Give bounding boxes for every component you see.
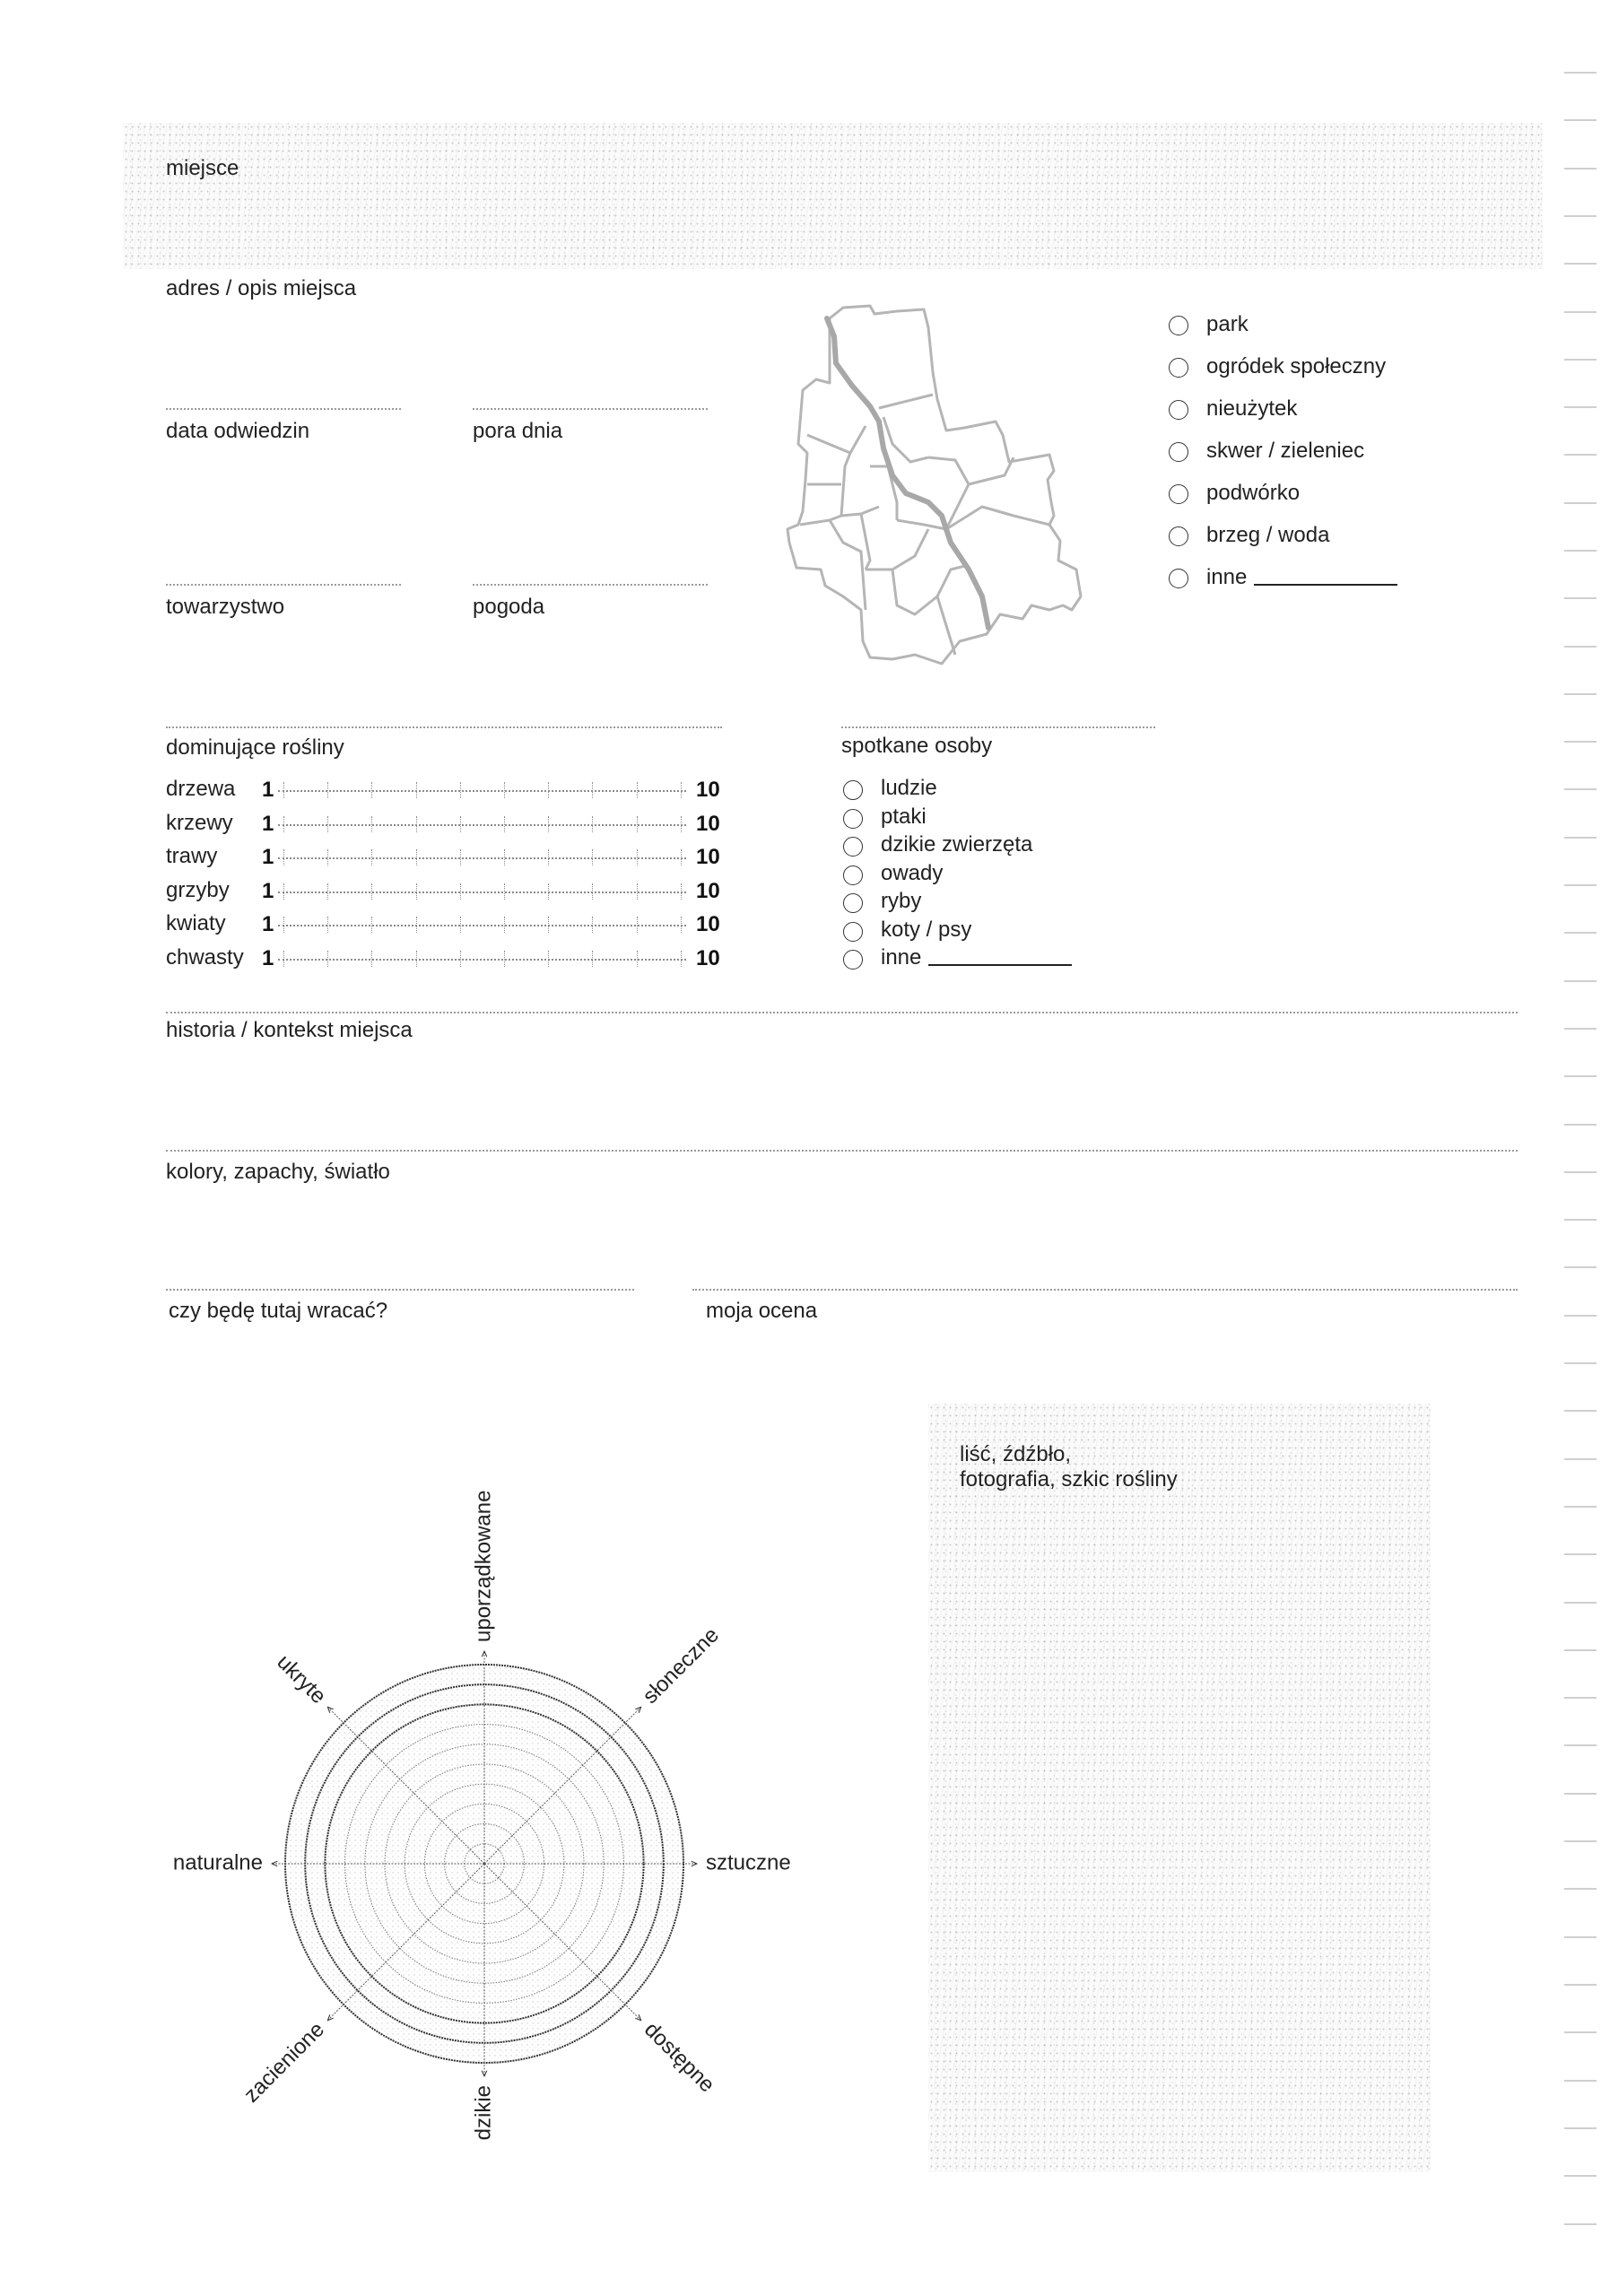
scale-tick [548,782,549,798]
scale-min: 1 [262,778,274,802]
scale-tick [504,917,505,933]
ruler-tick [1564,1840,1597,1842]
scale-max: 10 [696,811,720,836]
scale-tick [681,816,682,832]
encountered-radio[interactable] [843,865,863,885]
ruler-tick [1564,1506,1597,1508]
encountered-radio[interactable] [843,922,863,942]
ruler-tick [1564,502,1597,504]
scale-tick [548,883,549,900]
return-divider [166,1289,634,1291]
ruler-tick [1564,1362,1597,1364]
scale-tick [460,782,461,798]
scale-tick [504,951,505,967]
radar-label-top-right: słoneczne [638,1622,724,1709]
ruler-tick [1564,168,1597,170]
encountered-radio[interactable] [843,780,863,800]
time-of-day-line[interactable] [473,408,708,410]
place-character-radar[interactable] [144,1435,825,2188]
weather-line[interactable] [473,584,708,586]
ruler-tick [1564,263,1597,265]
scale-max: 10 [696,945,720,970]
specimen-label-line1: liść, źdźbło, [960,1442,1072,1466]
radar-label-bottom: dzikie [471,2085,496,2141]
return-label: czy będę tutaj wracać? [169,1299,388,1323]
ruler-tick [1564,693,1597,695]
encountered-other: inne [881,945,1072,970]
scale-tick [460,883,461,900]
senses-field[interactable] [166,1191,1518,1281]
scale-tick [327,849,328,865]
scale-tick [681,917,682,933]
ruler-tick [1564,311,1597,313]
plant-row-label: krzewy [166,810,233,835]
scale-tick [371,917,372,933]
scale-tick [416,917,417,933]
encountered-radio[interactable] [843,950,863,970]
scale-tick [371,849,372,865]
place-type-radio[interactable] [1169,358,1188,378]
ruler-tick [1564,1266,1597,1268]
plant-row-label: chwasty [166,944,244,970]
scale-tick [460,917,461,933]
ruler-tick [1564,597,1597,599]
scale-tick [460,816,461,832]
scale-tick [592,883,593,900]
plants-title: dominujące rośliny [166,735,344,760]
senses-divider [166,1150,1518,1152]
scale-tick [548,816,549,832]
scale-min: 1 [262,912,274,936]
scale-min: 1 [262,845,274,869]
encountered-option: ludzie [881,776,937,800]
plant-scale-slider[interactable] [278,790,686,792]
ruler-tick [1564,1744,1597,1746]
encountered-option: ptaki [881,804,927,829]
scale-tick [416,782,417,798]
rating-divider [692,1289,1518,1291]
ruler-tick [1564,646,1597,648]
encountered-radio[interactable] [843,837,863,857]
scale-max: 10 [696,912,720,936]
plant-scale-slider[interactable] [278,959,686,961]
place-type-option: skwer / zieleniec [1206,439,1365,463]
place-type-other: inne [1206,565,1397,590]
scale-tick [592,917,593,933]
scale-tick [504,816,505,832]
radar-label-bottom-left: zacienione [239,2017,330,2108]
scale-min: 1 [262,878,274,903]
scale-min: 1 [262,811,274,836]
ruler-tick [1564,1219,1597,1221]
scale-tick [592,849,593,865]
scale-tick [548,917,549,933]
history-field[interactable] [166,1049,1518,1139]
scale-tick [327,917,328,933]
place-type-radio[interactable] [1169,316,1188,335]
time-of-day-label: pora dnia [473,419,563,443]
ruler-tick [1564,215,1597,217]
encountered-divider [841,726,1155,728]
scale-tick [681,951,682,967]
place-type-radio[interactable] [1169,569,1188,588]
ruler-tick [1564,1315,1597,1317]
ruler-tick [1564,72,1597,74]
ruler-tick [1564,788,1597,790]
scale-tick [548,849,549,865]
scale-tick [681,883,682,900]
encountered-option: dzikie zwierzęta [881,832,1033,857]
weather-label: pogoda [473,595,545,619]
plant-row-label: trawy [166,844,218,868]
address-label: adres / opis miejsca [166,276,357,300]
scale-max: 10 [696,778,720,802]
ruler-tick [1564,550,1597,552]
radar-label-top-left: ukryte [272,1649,331,1709]
scale-tick [283,782,284,798]
scale-tick [637,883,638,900]
scale-tick [327,816,328,832]
ruler-tick [1564,1171,1597,1173]
plant-scale-slider[interactable] [278,925,686,926]
scale-tick [416,883,417,900]
ruler-tick [1564,1984,1597,1986]
encountered-radio[interactable] [843,809,863,829]
scale-tick [637,917,638,933]
ruler-tick [1564,1553,1597,1555]
scale-tick [416,816,417,832]
scale-max: 10 [696,845,720,869]
rating-label: moja ocena [706,1299,818,1323]
encountered-title: spotkane osoby [841,734,993,758]
scale-tick [283,951,284,967]
radar-label-left: naturalne [172,1850,263,1875]
ruler-tick [1564,2223,1597,2225]
other-blank-line[interactable] [928,964,1072,966]
plant-row-label: grzyby [166,877,230,902]
place-type-option: brzeg / woda [1206,523,1330,547]
ruler-tick [1564,1075,1597,1077]
ruler-tick [1564,406,1597,408]
scale-tick [283,816,284,832]
ruler-tick [1564,1410,1597,1412]
scale-tick [637,951,638,967]
scale-tick [371,951,372,967]
encountered-option: owady [881,860,944,885]
ruler-tick [1564,1793,1597,1795]
plants-divider [166,726,722,728]
ruler-tick [1564,2175,1597,2177]
scale-tick [681,849,682,865]
place-type-option: ogródek społeczny [1206,354,1387,378]
scale-tick [416,951,417,967]
place-type-option: park [1206,312,1249,336]
scale-tick [327,782,328,798]
scale-tick [371,782,372,798]
radar-label-right: sztuczne [706,1850,791,1875]
scale-tick [592,816,593,832]
scale-tick [327,883,328,900]
scale-tick [283,917,284,933]
specimen-label-line2: fotografia, szkic rośliny [960,1467,1178,1492]
scale-tick [592,951,593,967]
plant-row-label: kwiaty [166,911,226,935]
scale-tick [637,816,638,832]
scale-min: 1 [262,945,274,970]
scale-tick [460,951,461,967]
ruler-tick [1564,932,1597,934]
radar-label-top: uporządkowane [471,1490,496,1642]
ruler-tick [1564,359,1597,361]
scale-tick [637,782,638,798]
scale-tick [548,951,549,967]
scale-tick [504,782,505,798]
ruler-tick [1564,1458,1597,1460]
plant-scale-slider[interactable] [278,857,686,859]
place-type-option: nieużytek [1206,396,1298,421]
map-river [827,318,988,628]
ruler-tick [1564,1697,1597,1699]
ruler-tick [1564,1936,1597,1938]
plant-scale-slider[interactable] [278,824,686,826]
other-blank-line[interactable] [1254,584,1397,586]
ruler-tick [1564,454,1597,456]
scale-tick [283,883,284,900]
visit-date-label: data odwiedzin [166,419,310,443]
place-type-radio[interactable] [1169,442,1188,462]
ruler-tick [1564,1028,1597,1030]
ruler-tick [1564,2127,1597,2129]
encountered-option: koty / psy [881,917,972,942]
ruler-tick [1564,837,1597,839]
ruler-tick [1564,2031,1597,2033]
encountered-option: ryby [881,889,922,913]
scale-tick [283,849,284,865]
ruler-tick [1564,119,1597,121]
ruler-tick [1564,980,1597,982]
encountered-radio[interactable] [843,893,863,913]
ruler-tick [1564,1124,1597,1126]
ruler-tick [1564,1888,1597,1890]
scale-tick [504,849,505,865]
company-label: towarzystwo [166,595,285,619]
ruler-tick [1564,1602,1597,1604]
scale-tick [327,951,328,967]
scale-tick [371,816,372,832]
visit-date-line[interactable] [166,408,401,410]
ruler-tick [1564,2080,1597,2082]
plant-row-label: drzewa [166,777,236,801]
scale-max: 10 [696,878,720,903]
scale-tick [681,782,682,798]
scale-tick [637,849,638,865]
company-line[interactable] [166,584,401,586]
scale-tick [592,782,593,798]
radar-label-bottom-right: dostępne [639,2017,719,2098]
scale-tick [416,849,417,865]
place-type-option: podwórko [1206,481,1301,505]
ruler-tick [1564,741,1597,743]
place-type-radio[interactable] [1169,484,1188,504]
history-divider [166,1012,1518,1013]
ruler-tick [1564,884,1597,886]
scale-tick [371,883,372,900]
ruler-tick [1564,1649,1597,1651]
specimen-box[interactable] [928,1404,1431,2172]
place-type-radio[interactable] [1169,400,1188,420]
scale-tick [504,883,505,900]
place-name-field[interactable] [123,123,1543,269]
plant-scale-slider[interactable] [278,891,686,893]
senses-label: kolory, zapachy, światło [166,1160,390,1184]
place-label: miejsce [166,156,239,180]
scale-tick [460,849,461,865]
place-type-radio[interactable] [1169,526,1188,546]
history-label: historia / kontekst miejsca [166,1018,413,1042]
warsaw-districts-map[interactable] [780,300,1139,668]
